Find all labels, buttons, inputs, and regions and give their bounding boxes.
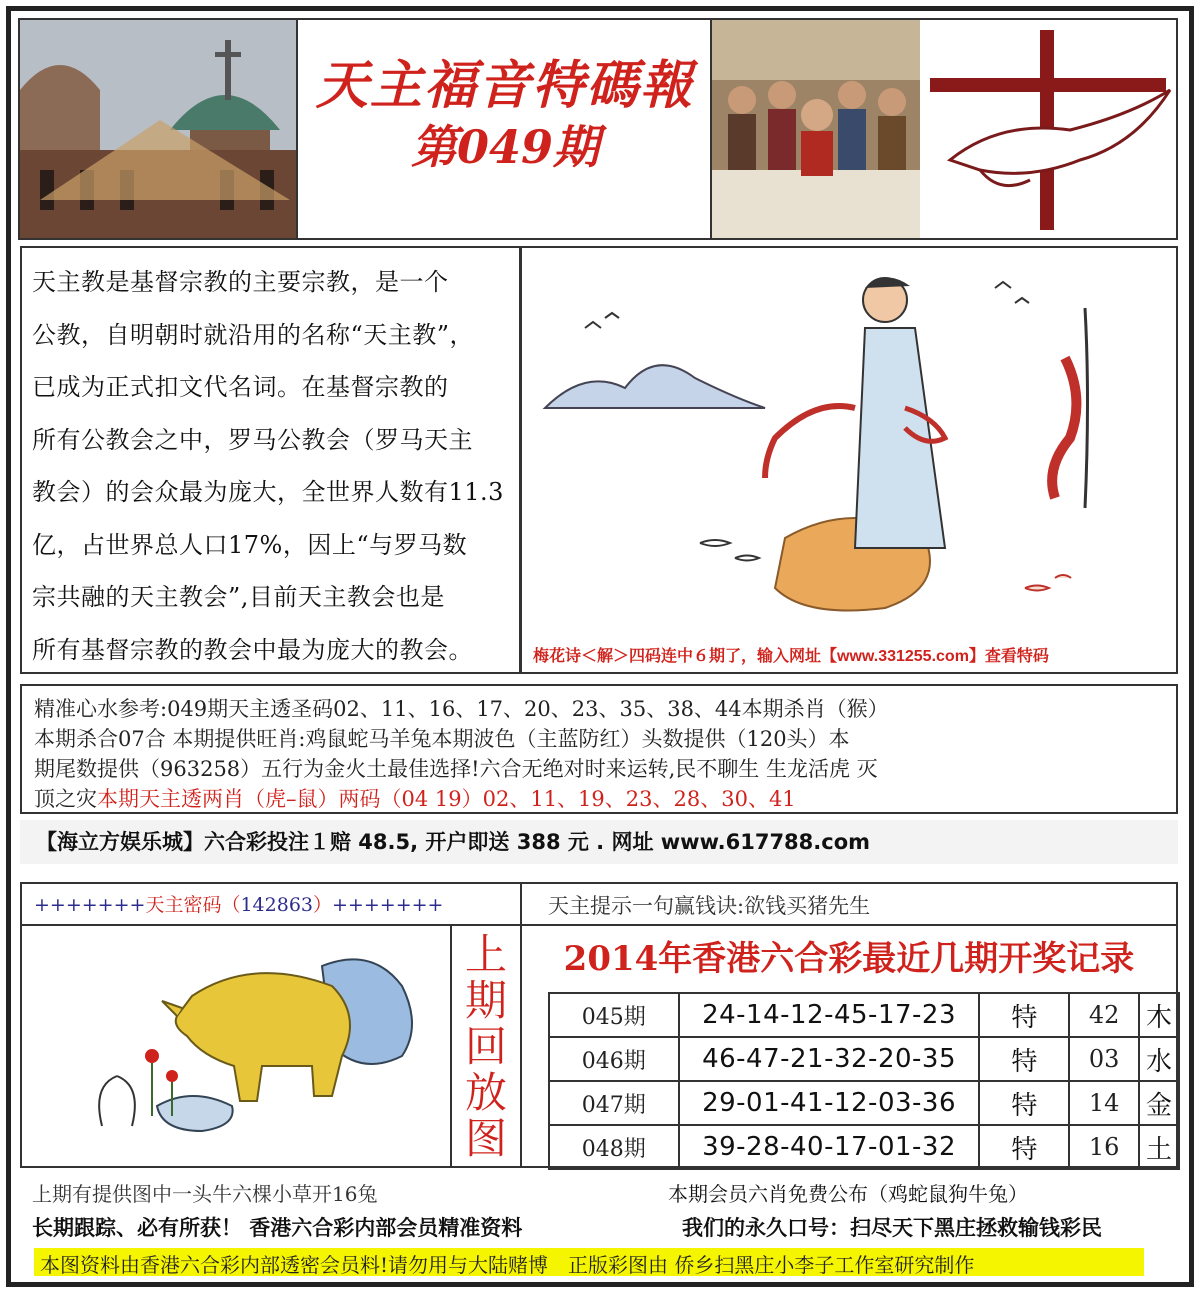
issue-number: 第049期 [410,120,600,174]
special-number-cell: 42 [1069,993,1139,1037]
table-row [549,993,1179,1037]
rhino-illustration [22,926,452,1166]
special-number-cell: 16 [1069,1125,1139,1169]
intro-section [20,246,1178,674]
winning-hint: 天主提示一句赢钱诀:欲钱买猪先生 [522,884,1176,926]
reference-highlight: 本期天主透两肖（虎–鼠）两码（04 19）02、11、19、23、28、30、41 [97,787,796,811]
reference-line: 本期杀合07合 本期提供旺肖:鸡鼠蛇马羊兔本期波色（主蓝防红）头数提供（120头）本 [34,727,850,751]
casino-ad-bar [20,820,1178,864]
footer-member-zodiacs: 本期会员六肖免费公布（鸡蛇鼠狗牛兔） [668,1182,1028,1206]
cathedral-image [20,20,298,238]
draw-record-table [548,992,1180,1170]
intro-line: 宗共融的天主教会”,目前天主教会也是 [32,583,445,611]
review-char: 图 [464,1114,507,1163]
numbers-cell: 39-28-40-17-01-32 [679,1125,980,1169]
intro-line: 天主教是基督宗教的主要宗教，是一个 [32,268,449,296]
footer-slogan: 我们的永久口号：扫尽天下黑庄拯救输钱彩民 [682,1215,1102,1240]
intro-line: 公教，自明朝时就沿用的名称“天主教”， [32,320,475,349]
lower-section [20,882,1178,1168]
footer [20,1170,1178,1280]
table-row [549,1037,1179,1081]
intro-line: 所有公教会之中，罗马公教会（罗马天主 [32,425,473,454]
draw-record [522,926,1176,1166]
review-char: 回 [464,1022,507,1071]
numbers-cell: 29-01-41-12-03-36 [679,1081,980,1125]
plus-decoration: +++++++ [34,894,146,916]
reference-line [34,784,1176,814]
secret-code-label: 天主密码（ [145,894,241,916]
header [18,18,1178,240]
reference-line: 精准心水参考:049期天主透圣码02、11、16、17、20、23、35、38、44本期杀肖（猴） [34,697,889,721]
intro-text [22,248,522,672]
special-label-cell: 特 [979,1125,1069,1169]
element-cell: 土 [1139,1125,1179,1169]
intro-line: 亿，占世界总人口17%，因上“与罗马数 [32,530,468,559]
reference-text: 顶之灾 [34,787,97,811]
intro-line: 教会）的会众最为庞大，全世界人数有11.3 [32,478,504,506]
plus-decoration: +++++++ [332,894,444,916]
intro-line: 所有基督宗教的教会中最为庞大的教会。 [32,635,473,664]
table-row [549,1125,1179,1169]
table-row [549,1081,1179,1125]
special-label-cell: 特 [979,1037,1069,1081]
secret-code-box [22,884,522,926]
review-char: 上 [464,930,507,979]
special-number-cell: 14 [1069,1081,1139,1125]
period-cell: 047期 [549,1081,679,1125]
review-char: 期 [464,976,507,1025]
illustration-figure [525,248,1176,672]
special-label-cell: 特 [979,993,1069,1037]
element-cell: 金 [1139,1081,1179,1125]
plum-poem-caption: 梅花诗＜解＞四码连中６期了，输入网址【www.331255.com】查看特码 [533,648,1049,665]
secret-code-value: 142863 [240,894,313,916]
footer-tracking-note: 长期跟踪、必有所获！ 香港六合彩内部会员精准资料 [32,1215,523,1240]
footer-last-issue-note: 上期有提供图中一头牛六棵小草开16兔 [32,1182,378,1206]
review-char: 放 [464,1068,507,1117]
element-cell: 木 [1139,993,1179,1037]
reference-section [20,684,1178,814]
last-issue-review-label [452,926,522,1166]
reference-line: 期尾数提供（963258）五行为金火土最佳选择!六合无绝对时来运转,民不聊生 生龙活虎 灭 [34,757,878,781]
secret-code-close: ） [313,894,333,916]
period-cell: 045期 [549,993,679,1037]
masthead-title: 天主福音特碼報 [315,55,694,116]
footer-banner: 本图资料由香港六合彩内部透密会员料!请勿用与大陆赌博 正版彩图由 侨乡扫黑庄小李子工作室研究制作 [34,1248,1144,1276]
numbers-cell: 24-14-12-45-17-23 [679,993,980,1037]
element-cell: 水 [1139,1037,1179,1081]
period-cell: 048期 [549,1125,679,1169]
numbers-cell: 46-47-21-32-20-35 [679,1037,980,1081]
last-supper-image [710,20,920,238]
cross-dove-image [920,20,1176,238]
masthead [300,20,710,238]
special-label-cell: 特 [979,1081,1069,1125]
intro-line: 已成为正式扣文代名词。在基督宗教的 [32,373,449,401]
casino-ad-text: 【海立方娱乐城】六合彩投注１赔 48.5, 开户即送 388 元 . 网址 www.617788.com [36,830,871,854]
period-cell: 046期 [549,1037,679,1081]
draw-record-title: 2014年香港六合彩最近几期开奖记录 [563,939,1135,979]
special-number-cell: 03 [1069,1037,1139,1081]
